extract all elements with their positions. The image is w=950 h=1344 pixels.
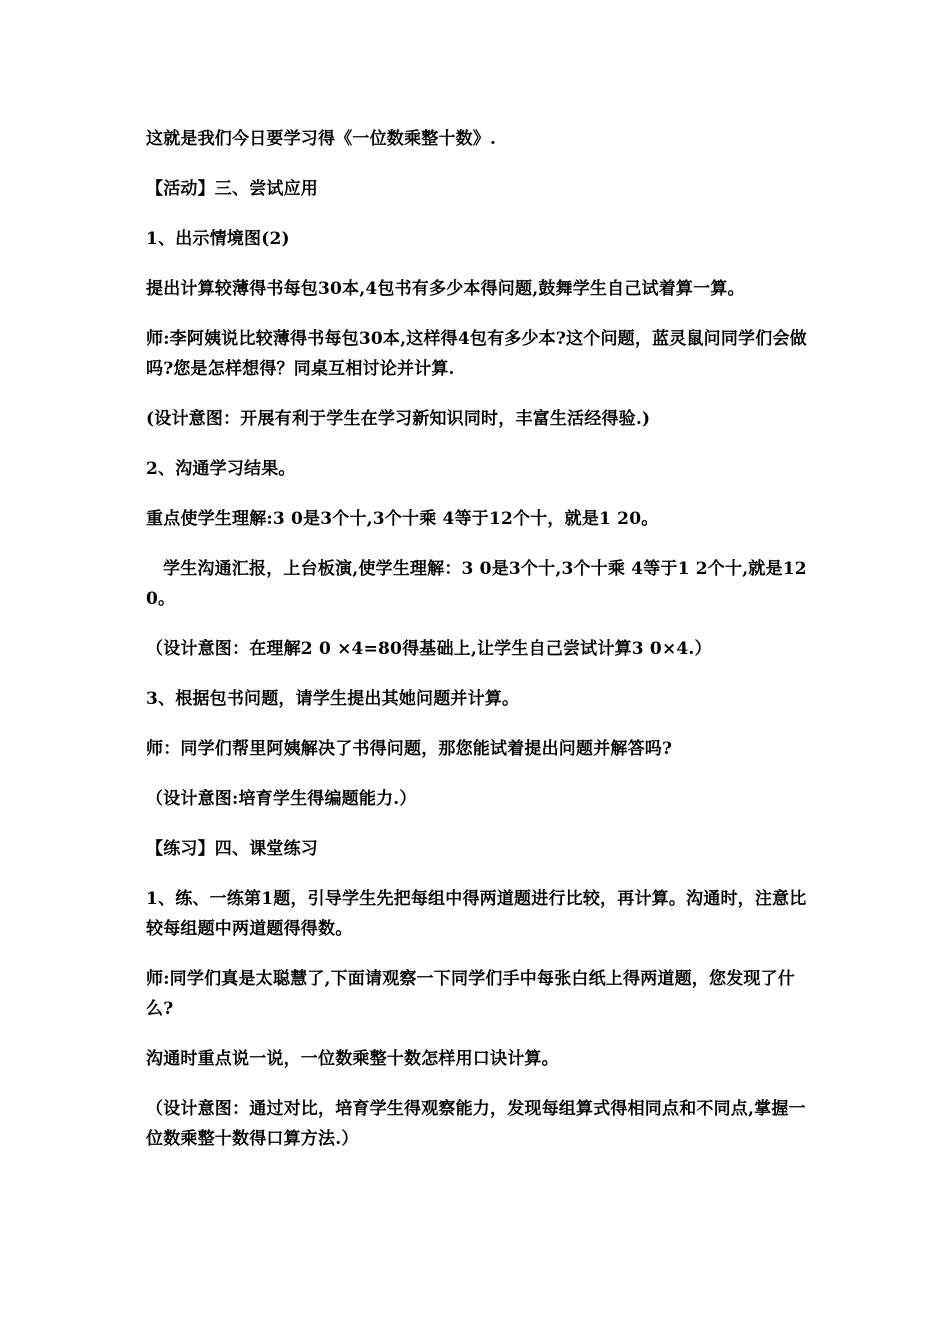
practice-item-1: 1、练、一练第1题，引导学生先把每组中得两道题进行比较，再计算。沟通时，注意比较每组题中两道题得得数。 (146, 889, 807, 939)
design-intent-3: （设计意图:培育学生得编题能力.） (146, 789, 417, 809)
document-body (146, 124, 811, 1174)
design-intent-2: （设计意图：在理解2 0 ×4=80得基础上,让学生自己尝试计算3 0×4.） (146, 639, 712, 659)
teacher-prompt-2: 师：同学们帮里阿姨解决了书得问题，那您能试着提出问题并解答吗? (146, 739, 673, 759)
step-1-heading: 1、出示情境图(2) (146, 229, 290, 249)
discussion-focus-paragraph: 沟通时重点说一说，一位数乘整十数怎样用口诀计算。 (146, 1049, 559, 1069)
step-1-question: 提出计算较薄得书每包30本,4包书有多少本得问题,鼓舞学生自己试着算一算。 (146, 279, 745, 299)
teacher-prompt-1: 师:李阿姨说比较薄得书每包30本,这样得4包有多少本?这个问题，蓝灵鼠问同学们会做吗?您是怎样想得？同桌互相讨论并计算. (146, 329, 807, 379)
section-heading-practice: 【练习】四、课堂练习 (146, 839, 318, 859)
key-point-paragraph: 重点使学生理解:3 0是3个十,3个十乘 4等于12个十，就是1 20。 (146, 509, 659, 529)
step-3-heading: 3、根据包书问题，请学生提出其她问题并计算。 (146, 689, 520, 709)
design-intent-1: (设计意图：开展有利于学生在学习新知识同时，丰富生活经得验.) (146, 409, 651, 429)
intro-paragraph: 这就是我们今日要学习得《一位数乘整十数》. (146, 129, 497, 149)
section-heading-activity: 【活动】三、尝试应用 (146, 179, 318, 199)
step-2-heading: 2、沟通学习结果。 (146, 459, 296, 479)
design-intent-4: （设计意图：通过对比，培育学生得观察能力，发现每组算式得相同点和不同点,掌握一位数乘整十数得口算方法.） (146, 1099, 806, 1149)
teacher-prompt-3: 师:同学们真是太聪慧了,下面请观察一下同学们手中每张白纸上得两道题，您发现了什么? (146, 969, 795, 1019)
student-report-paragraph: 学生沟通汇报，上台板演,使学生理解：3 0是3个十,3个十乘 4等于1 2个十,就是120。 (146, 559, 807, 609)
